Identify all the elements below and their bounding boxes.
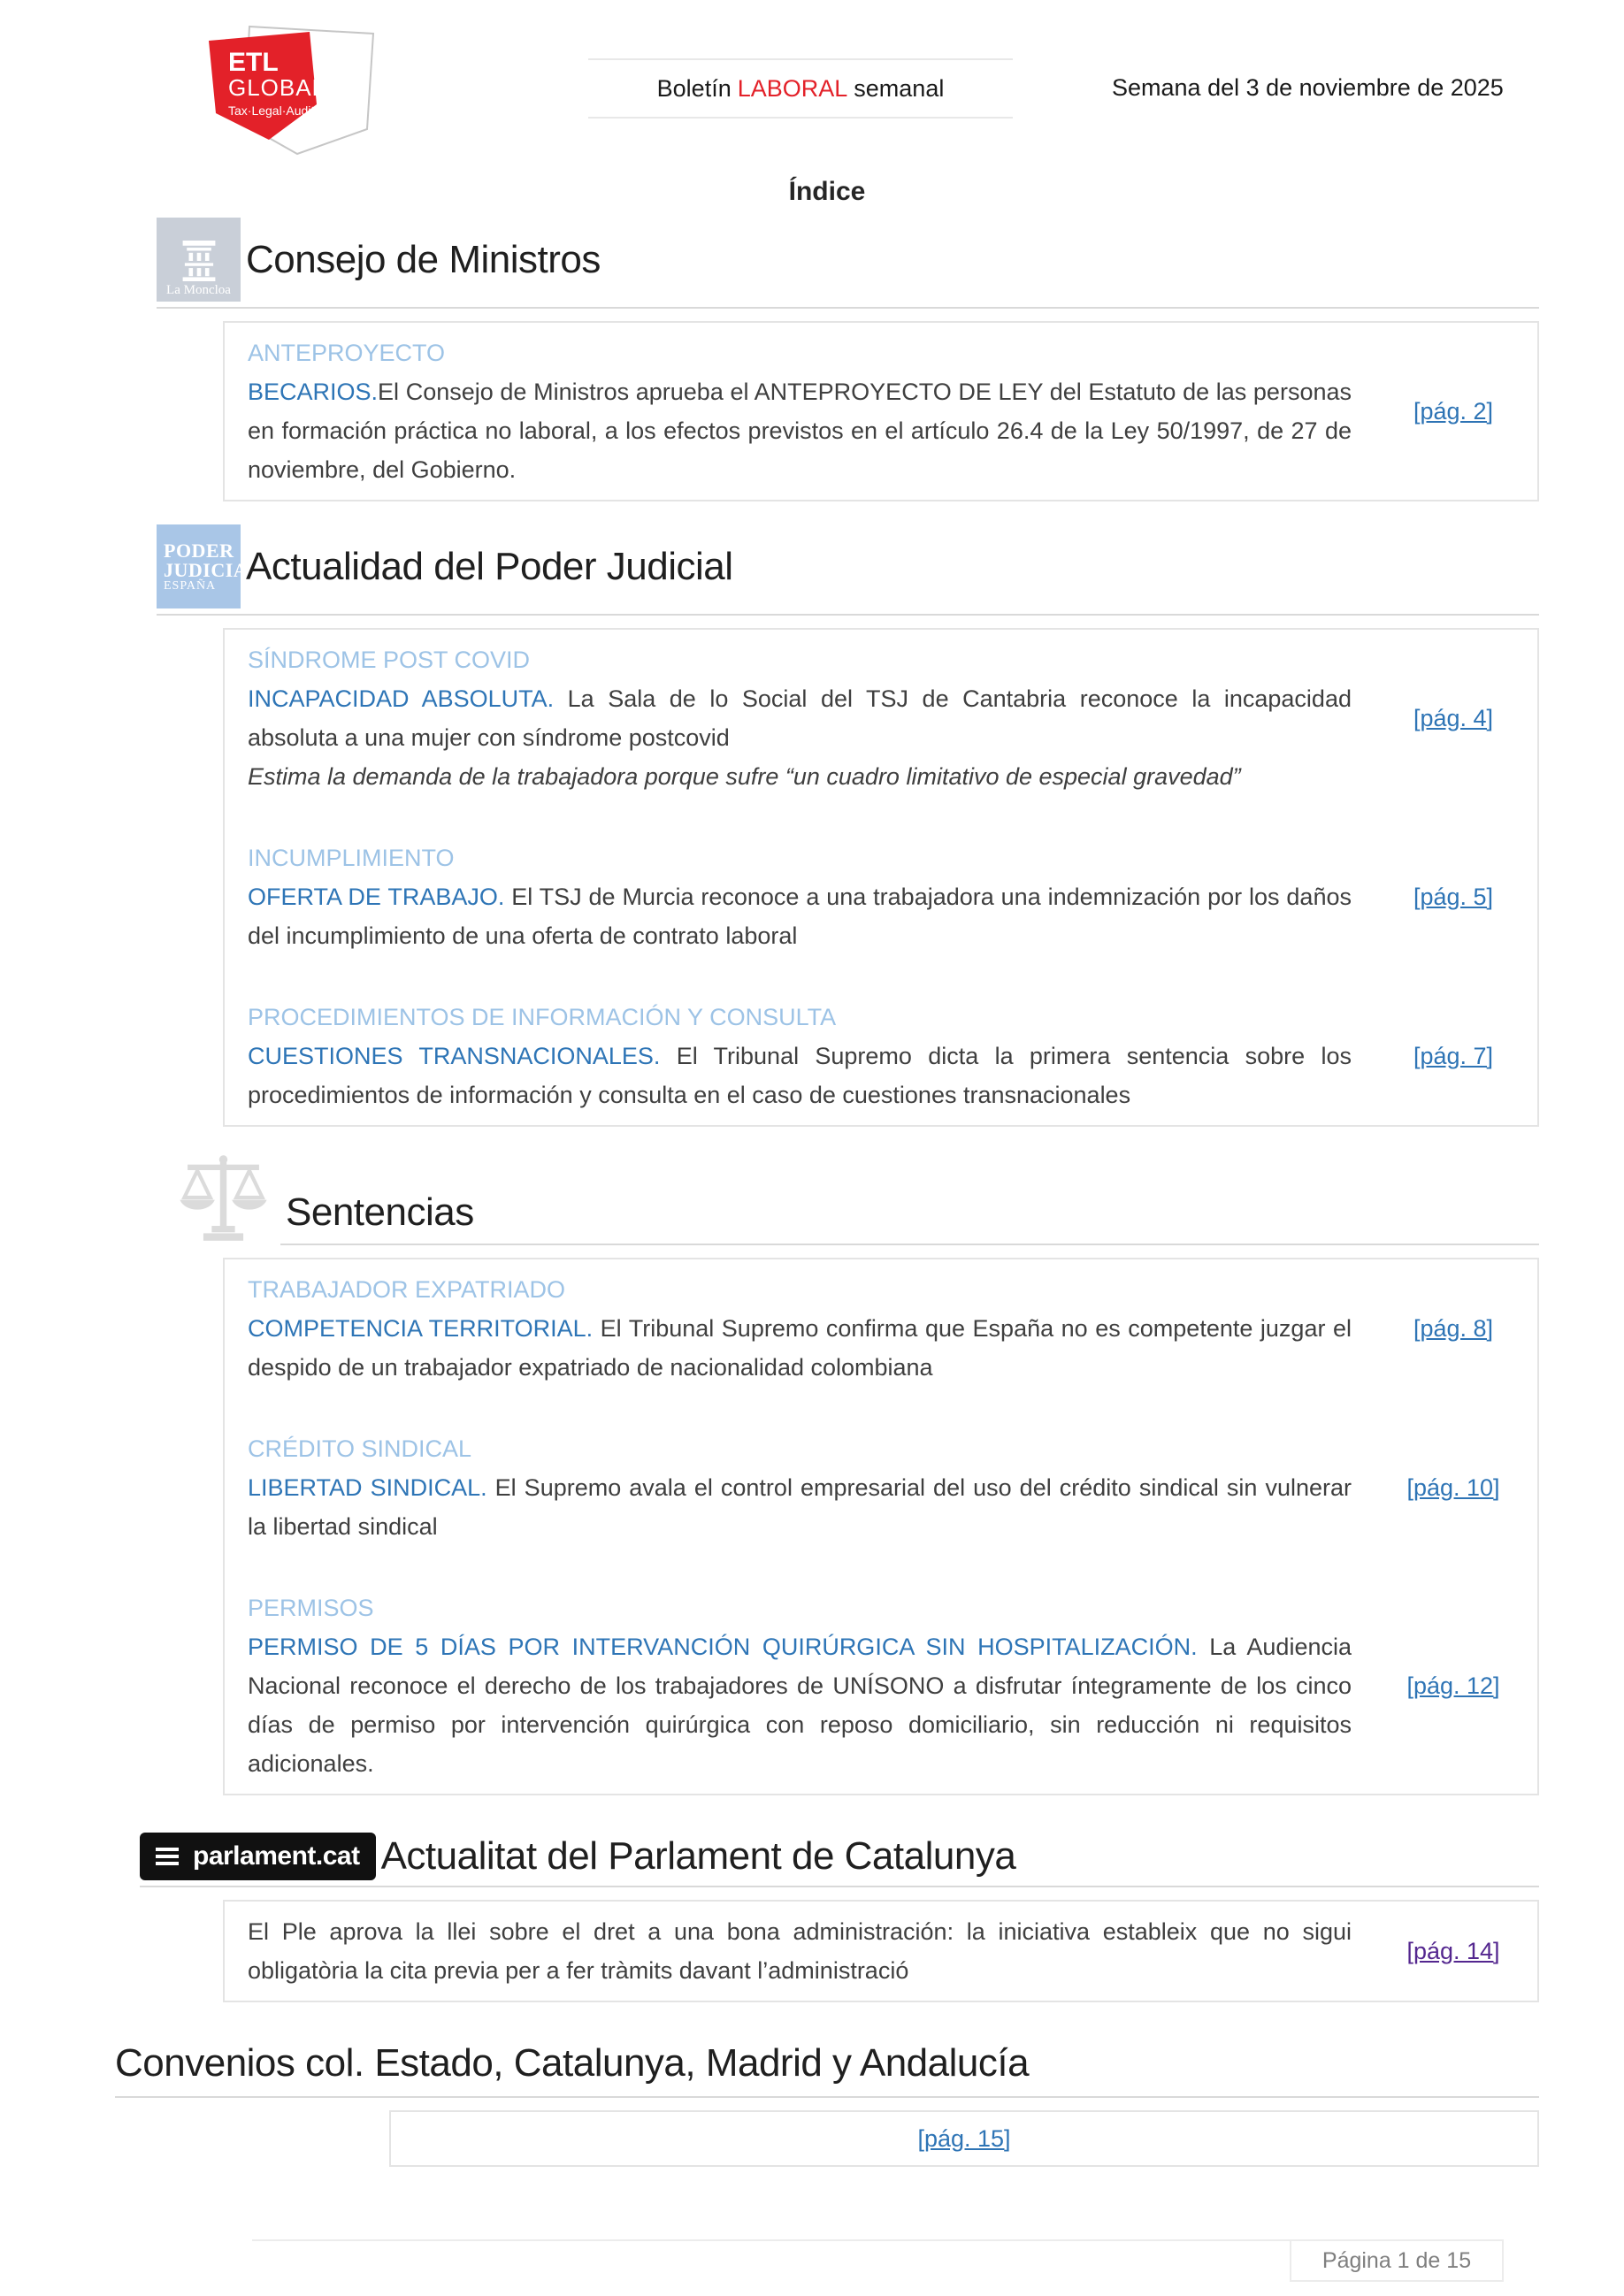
entry-text bbox=[248, 1429, 1378, 1546]
parlament-cat-logo-text: parlament.cat bbox=[193, 1841, 360, 1871]
page-link-cell bbox=[1378, 333, 1528, 489]
page-link-pag-2[interactable]: [pág. 2] bbox=[1413, 397, 1494, 425]
week-date: Semana del 3 de noviembre de 2025 bbox=[1112, 74, 1504, 101]
entry-text bbox=[248, 1270, 1378, 1387]
page-footer bbox=[252, 2239, 1504, 2282]
index-entry bbox=[248, 998, 1528, 1114]
entry-body bbox=[248, 1627, 1352, 1783]
entry-kicker: ANTEPROYECTO bbox=[248, 340, 446, 366]
index-entry bbox=[248, 333, 1528, 489]
entry-note: Estima la demanda de la trabajadora porque sufre “un cuadro limitativo de especial gravedad” bbox=[248, 763, 1241, 790]
entry-body: El Ple aprova la llei sobre el dret a una bona administración: la iniciativa estableix que no sigui obligatòria la cita previa per a fer tràmits davant l’administració bbox=[248, 1918, 1352, 1984]
entry-body bbox=[248, 1037, 1352, 1114]
page-link-cell bbox=[1378, 1270, 1528, 1387]
entry-kicker: TRABAJADOR EXPATRIADO bbox=[248, 1276, 566, 1303]
entry-text bbox=[248, 333, 1378, 489]
page-link-pag-4[interactable]: [pág. 4] bbox=[1413, 704, 1494, 731]
page-link-cell bbox=[1378, 998, 1528, 1114]
etl-global-logo-graphic bbox=[193, 19, 396, 165]
section-sentencias bbox=[115, 1150, 1539, 1795]
entry-body bbox=[248, 372, 1352, 489]
entry-kicker: PROCEDIMIENTOS DE INFORMACIÓN Y CONSULTA bbox=[248, 1004, 837, 1030]
section-title-poder-judicial: Actualidad del Poder Judicial bbox=[246, 544, 733, 588]
page-header bbox=[115, 19, 1539, 172]
section-header-parlament bbox=[140, 1833, 1539, 1887]
entry-box-parlament bbox=[223, 1900, 1539, 2002]
entry-body bbox=[248, 877, 1352, 955]
bulletin-title bbox=[588, 58, 1013, 119]
entry-box-poder-judicial bbox=[223, 628, 1539, 1127]
entry-topic: CUESTIONES TRANSNACIONALES. bbox=[248, 1043, 661, 1069]
entry-kicker: PERMISOS bbox=[248, 1595, 374, 1621]
page-link-pag-7[interactable]: [pág. 7] bbox=[1413, 1042, 1494, 1069]
la-moncloa-logo bbox=[157, 218, 241, 302]
entry-topic: COMPETENCIA TERRITORIAL. bbox=[248, 1315, 594, 1342]
page-link-pag-15[interactable]: [pág. 15] bbox=[917, 2124, 1011, 2152]
section-consejo-de-ministros bbox=[115, 218, 1539, 501]
entry-box-sentencias bbox=[223, 1258, 1539, 1795]
section-title-sentencias: Sentencias bbox=[286, 1190, 474, 1234]
logo-text-global: GLOBAL bbox=[228, 74, 326, 101]
entry-kicker: CRÉDITO SINDICAL bbox=[248, 1435, 472, 1462]
index-entry bbox=[248, 640, 1528, 796]
page-link-pag-12[interactable]: [pág. 12] bbox=[1406, 1672, 1500, 1699]
entry-kicker: SÍNDROME POST COVID bbox=[248, 647, 531, 673]
entry-body bbox=[248, 679, 1352, 757]
page-link-pag-10[interactable]: [pág. 10] bbox=[1406, 1473, 1500, 1501]
page-link-pag-8[interactable]: [pág. 8] bbox=[1413, 1314, 1494, 1342]
index-entry bbox=[248, 838, 1528, 955]
bulletin-title-suffix: semanal bbox=[854, 74, 945, 102]
entry-topic: BECARIOS. bbox=[248, 379, 379, 405]
entry-kicker: INCUMPLIMIENTO bbox=[248, 845, 455, 871]
section-title-parlament: Actualitat del Parlament de Catalunya bbox=[380, 1834, 1016, 1878]
entry-body bbox=[248, 1309, 1352, 1387]
entry-text bbox=[248, 1912, 1378, 1990]
etl-global-logo bbox=[193, 19, 396, 165]
entry-summary: La Audiencia Nacional reconoce el derecho de los trabajadores de UNÍSONO a disfrutar íntegramente de los cinco días de permiso por intervención quirúrgica con reposo domiciliario, sin reducción ni requisitos adicionales. bbox=[248, 1634, 1352, 1777]
entry-box-convenios bbox=[389, 2110, 1539, 2167]
page-link-pag-5[interactable]: [pág. 5] bbox=[1413, 883, 1494, 910]
page-link-cell bbox=[1378, 640, 1528, 796]
bulletin-title-highlight: LABORAL bbox=[737, 74, 848, 102]
logo-text-etl: ETL bbox=[228, 48, 279, 77]
entry-topic: INCAPACIDAD ABSOLUTA. bbox=[248, 685, 555, 712]
index-entry bbox=[248, 1588, 1528, 1783]
entry-body bbox=[248, 1468, 1352, 1546]
section-poder-judicial bbox=[115, 524, 1539, 1127]
entry-summary: El Consejo de Ministros aprueba el ANTEPROYECTO DE LEY del Estatuto de las personas en formación práctica no laboral, a los efectos previstos en el artículo 26.4 de la Ley 50/1997, de 27 de noviembre, del Gobierno. bbox=[248, 379, 1352, 483]
section-parlament bbox=[115, 1833, 1539, 2002]
poder-judicial-logo-line1: PODER bbox=[164, 539, 234, 562]
index-title: Índice bbox=[788, 177, 866, 206]
scales-of-justice-icon bbox=[177, 1150, 270, 1245]
entry-topic: PERMISO DE 5 DÍAS POR INTERVANCIÓN QUIRÚRGICA SIN HOSPITALIZACIÓN. bbox=[248, 1634, 1198, 1660]
entry-text bbox=[248, 1588, 1378, 1783]
entry-summary: El Tribunal Supremo confirma que España no es competente juzgar el despido de un trabajador expatriado de nacionalidad colombiana bbox=[248, 1315, 1352, 1381]
entry-topic: LIBERTAD SINDICAL. bbox=[248, 1474, 487, 1501]
entry-text bbox=[248, 640, 1378, 796]
section-header-poder-judicial bbox=[157, 524, 1539, 616]
entry-topic: OFERTA DE TRABAJO. bbox=[248, 884, 505, 910]
section-header-sentencias bbox=[177, 1150, 1539, 1245]
section-header-consejo bbox=[157, 218, 1539, 309]
page-link-cell bbox=[1378, 1588, 1528, 1783]
section-title-convenios: Convenios col. Estado, Catalunya, Madrid y Andalucía bbox=[115, 2041, 1030, 2085]
entry-summary: El Supremo avala el control empresarial del uso del crédito sindical sin vulnerar la libertad sindical bbox=[248, 1474, 1352, 1540]
page-link-pag-14[interactable]: [pág. 14] bbox=[1406, 1937, 1500, 1964]
section-title-consejo: Consejo de Ministros bbox=[246, 237, 601, 281]
menu-icon bbox=[156, 1846, 180, 1867]
logo-text-tagline: Tax·Legal·Audit bbox=[228, 103, 315, 118]
index-entry bbox=[248, 1429, 1528, 1546]
entry-text bbox=[248, 838, 1378, 955]
poder-judicial-logo-line3: ESPAÑA bbox=[164, 578, 217, 593]
poder-judicial-logo bbox=[157, 524, 262, 608]
entry-summary: El Tribunal Supremo dicta la primera sentencia sobre los procedimientos de información y consulta en el caso de cuestiones transnacionales bbox=[248, 1043, 1352, 1108]
entry-box-consejo bbox=[223, 321, 1539, 501]
section-header-convenios bbox=[115, 2041, 1539, 2098]
bulletin-title-prefix: Boletín bbox=[656, 74, 732, 102]
index-entry bbox=[248, 1270, 1528, 1387]
entry-summary: El TSJ de Murcia reconoce a una trabajadora una indemnización por los daños del incumplimiento de una oferta de contrato laboral bbox=[248, 884, 1352, 949]
index-entry bbox=[248, 1912, 1528, 1990]
section-title-rule bbox=[280, 1190, 1539, 1245]
parlament-cat-logo bbox=[140, 1833, 376, 1880]
entry-summary: La Sala de lo Social del TSJ de Cantabria reconoce la incapacidad absoluta a una mujer con síndrome postcovid bbox=[248, 685, 1352, 751]
page-link-cell bbox=[1378, 1429, 1528, 1546]
page-link-cell bbox=[1378, 838, 1528, 955]
section-convenios bbox=[115, 2041, 1539, 2167]
la-moncloa-logo-caption: La Moncloa bbox=[166, 283, 231, 297]
page-link-cell bbox=[1378, 1912, 1528, 1990]
poder-judicial-logo-line2: JUDICIAL bbox=[164, 558, 262, 581]
entry-text bbox=[248, 998, 1378, 1114]
la-moncloa-building-icon bbox=[176, 241, 222, 281]
page-number: Página 1 de 15 bbox=[1290, 2241, 1504, 2282]
